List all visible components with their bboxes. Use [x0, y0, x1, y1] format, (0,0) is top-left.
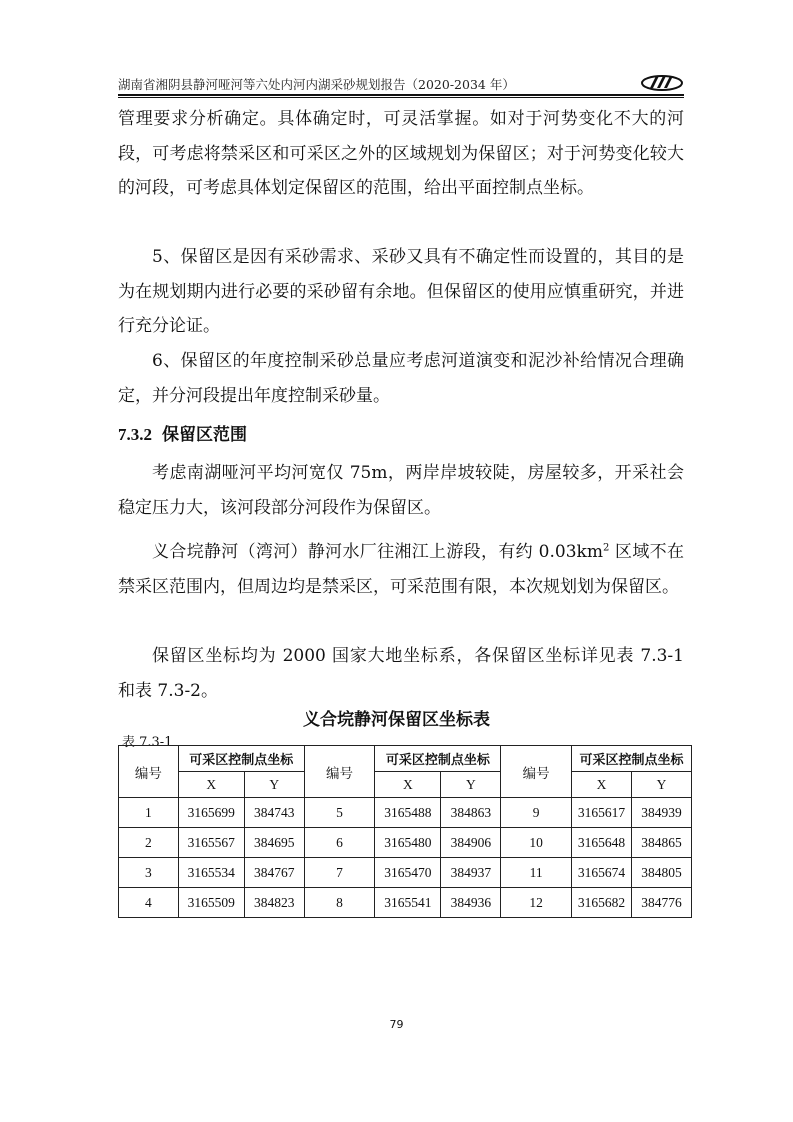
col-group-header: 可采区控制点坐标: [375, 746, 501, 772]
page-number: 79: [389, 1018, 404, 1031]
col-index-header: 编号: [304, 746, 375, 798]
point-number: 5: [304, 798, 375, 828]
point-x: 3165534: [178, 858, 244, 888]
paragraph-6: 保留区坐标均为 2000 国家大地坐标系，各保留区坐标详见表 7.3-1 和表 7.3-2。: [118, 646, 684, 701]
col-y-header: Y: [632, 772, 692, 798]
paragraph-1: 管理要求分析确定。具体确定时，可灵活掌握。如对于河势变化不大的河段，可考虑将禁采区和可采区之外的区域规划为保留区；对于河势变化较大的河段，可考虑具体划定保留区的范围，给出平面控制点坐标。: [118, 109, 684, 198]
point-x: 3165648: [572, 828, 632, 858]
point-number: 10: [501, 828, 572, 858]
table-number: 表 7.3-1: [122, 735, 173, 750]
header-title: 湖南省湘阴县静河哑河等六处内河内湖采砂规划报告（2020-2034 年）: [118, 77, 515, 92]
header-rule: [118, 94, 684, 96]
point-x: 3165617: [572, 798, 632, 828]
point-y: 384906: [441, 828, 501, 858]
table-row: [119, 858, 692, 888]
point-x: 3165541: [375, 888, 441, 918]
point-y: 384865: [632, 828, 692, 858]
table-caption: 义合垸静河保留区坐标表: [303, 710, 490, 730]
point-number: 9: [501, 798, 572, 828]
header-rule-thin: [118, 97, 684, 98]
paragraph-3: 6、保留区的年度控制采砂总量应考虑河道演变和泥沙补给情况合理确定，并分河段提出年度控制采砂量。: [118, 351, 684, 406]
point-x: 3165470: [375, 858, 441, 888]
page-header: [118, 72, 684, 92]
point-y: 384695: [244, 828, 304, 858]
point-x: 3165509: [178, 888, 244, 918]
point-y: 384776: [632, 888, 692, 918]
section-title: 保留区范围: [162, 425, 247, 445]
col-x-header: X: [572, 772, 632, 798]
col-y-header: Y: [441, 772, 501, 798]
col-x-header: X: [375, 772, 441, 798]
point-x: 3165488: [375, 798, 441, 828]
table-row: [119, 828, 692, 858]
col-x-header: X: [178, 772, 244, 798]
point-y: 384939: [632, 798, 692, 828]
coordinate-table: [118, 745, 692, 918]
point-x: 3165567: [178, 828, 244, 858]
point-number: 4: [119, 888, 179, 918]
paragraph-5: [118, 535, 684, 604]
point-y: 384936: [441, 888, 501, 918]
point-number: 2: [119, 828, 179, 858]
section-heading: [118, 420, 247, 445]
point-number: 12: [501, 888, 572, 918]
paragraph-5-text-a: 义合垸静河（湾河）静河水厂往湘江上游段，有约 0.03km: [152, 542, 603, 562]
section-number: 7.3.2: [118, 425, 152, 444]
col-group-header: 可采区控制点坐标: [572, 746, 692, 772]
point-number: 3: [119, 858, 179, 888]
point-x: 3165480: [375, 828, 441, 858]
paragraph-5-text-b: 区域不在禁采区范围内，但周边均是禁采区，可采范围有限，本次规划划为保留区。: [118, 542, 684, 597]
paragraph-2: 5、保留区是因有采砂需求、采砂又具有不确定性而设置的，其目的是为在规划期内进行必要的采砂留有余地。但保留区的使用应慎重研究，并进行充分论证。: [118, 247, 684, 336]
point-y: 384863: [441, 798, 501, 828]
point-y: 384823: [244, 888, 304, 918]
point-number: 7: [304, 858, 375, 888]
point-number: 1: [119, 798, 179, 828]
point-y: 384937: [441, 858, 501, 888]
col-group-header: 可采区控制点坐标: [178, 746, 304, 772]
col-y-header: Y: [244, 772, 304, 798]
superscript-2: 2: [602, 542, 610, 554]
company-logo-icon: [640, 72, 684, 92]
point-x: 3165674: [572, 858, 632, 888]
col-index-header: 编号: [501, 746, 572, 798]
point-y: 384743: [244, 798, 304, 828]
point-number: 8: [304, 888, 375, 918]
point-number: 11: [501, 858, 572, 888]
paragraph-4: 考虑南湖哑河平均河宽仅 75m，两岸岸坡较陡，房屋较多，开采社会稳定压力大，该河段部分河段作为保留区。: [118, 463, 684, 518]
point-y: 384805: [632, 858, 692, 888]
point-y: 384767: [244, 858, 304, 888]
table-row: [119, 888, 692, 918]
point-x: 3165682: [572, 888, 632, 918]
col-index-header: 编号: [119, 746, 179, 798]
table-row: [119, 798, 692, 828]
point-x: 3165699: [178, 798, 244, 828]
point-number: 6: [304, 828, 375, 858]
